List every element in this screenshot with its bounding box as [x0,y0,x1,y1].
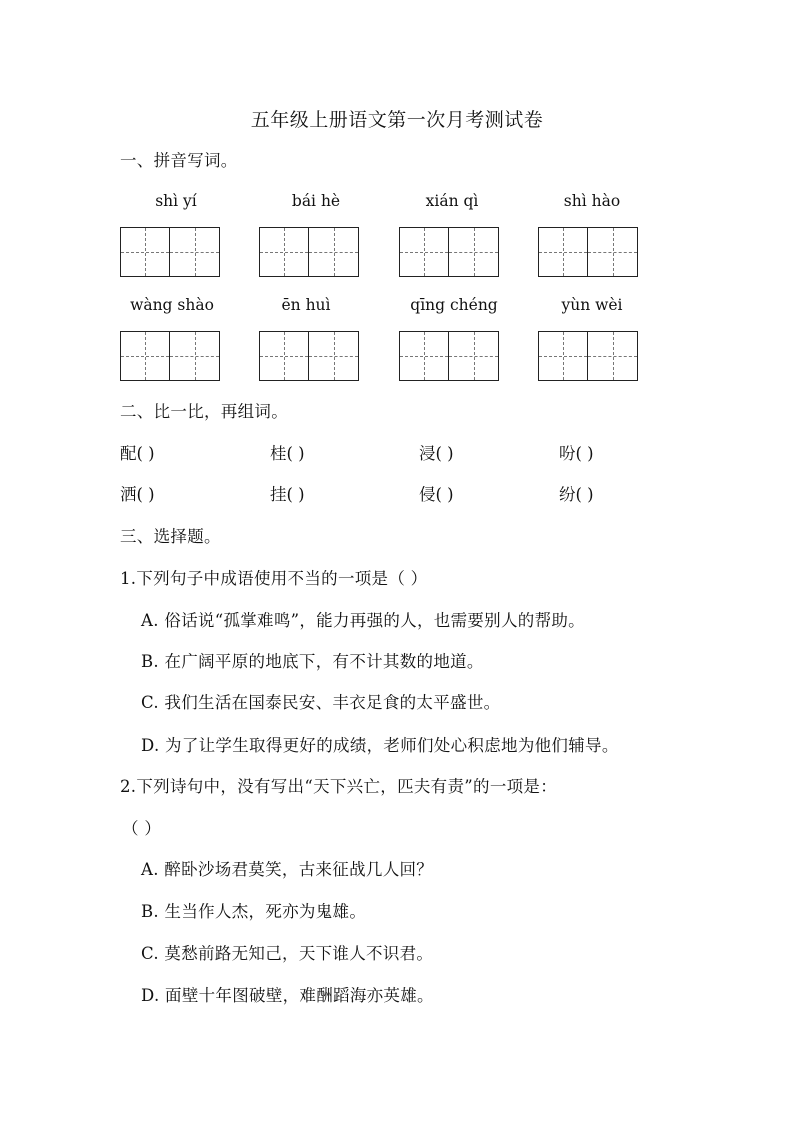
writing-grid[interactable] [120,227,220,277]
pinyin-label: wàng shào [130,296,214,314]
grid-cell[interactable] [588,331,638,381]
compare-item[interactable]: 配( ) [120,444,155,463]
pinyin-label: ēn huì [281,296,331,314]
pinyin-label: qīng chéng [410,296,498,314]
pinyin-label: shì hào [563,192,621,210]
writing-grid[interactable] [538,227,638,277]
pinyin-label: xián qì [425,192,479,210]
compare-item[interactable]: 吩( ) [559,444,594,463]
compare-item[interactable]: 纷( ) [559,485,594,504]
section-heading-pinyin: 一、拼音写词。 [120,151,238,170]
grid-cell[interactable] [538,227,588,277]
pinyin-label: shì yí [155,192,197,210]
question-1-option-a[interactable]: A. 俗话说“孤掌难鸣”，能力再强的人，也需要别人的帮助。 [141,611,585,630]
writing-grid[interactable] [399,331,499,381]
writing-grid[interactable] [259,331,359,381]
question-2-answer-paren[interactable]: （ ） [122,819,162,838]
question-2-option-d[interactable]: D. 面壁十年图破壁，难酬蹈海亦英雄。 [141,986,434,1005]
writing-grid[interactable] [259,227,359,277]
question-1-option-d[interactable]: D. 为了让学生取得更好的成绩，老师们处心积虑地为他们辅导。 [141,736,619,755]
question-2-stem: 2.下列诗句中，没有写出“天下兴亡，匹夫有责”的一项是： [120,777,558,796]
grid-cell[interactable] [588,227,638,277]
writing-grid[interactable] [120,331,220,381]
pinyin-label: bái hè [291,192,341,210]
compare-item[interactable]: 侵( ) [419,485,454,504]
grid-cell[interactable] [120,227,170,277]
pinyin-label: yùn wèi [561,296,623,314]
compare-item[interactable]: 浸( ) [419,444,454,463]
grid-cell[interactable] [538,331,588,381]
section-heading-choice: 三、选择题。 [120,527,221,546]
grid-cell[interactable] [399,227,449,277]
grid-cell[interactable] [259,331,309,381]
grid-cell[interactable] [259,227,309,277]
grid-cell[interactable] [120,331,170,381]
grid-cell[interactable] [399,331,449,381]
question-2-option-a[interactable]: A. 醉卧沙场君莫笑，古来征战几人回？ [141,860,434,879]
grid-cell[interactable] [309,331,359,381]
question-1-option-b[interactable]: B. 在广阔平原的地底下，有不计其数的地道。 [141,652,484,671]
grid-cell[interactable] [170,331,220,381]
compare-item[interactable]: 桂( ) [270,444,305,463]
question-1-stem: 1.下列句子中成语使用不当的一项是（ ） [120,569,428,588]
page-title: 五年级上册语文第一次月考测试卷 [250,109,544,131]
question-2-option-b[interactable]: B. 生当作人杰，死亦为鬼雄。 [141,902,367,921]
compare-item[interactable]: 洒( ) [120,485,155,504]
question-1-option-c[interactable]: C. 我们生活在国泰民安、丰衣足食的太平盛世。 [141,693,501,712]
grid-cell[interactable] [309,227,359,277]
grid-cell[interactable] [170,227,220,277]
writing-grid[interactable] [399,227,499,277]
grid-cell[interactable] [449,331,499,381]
compare-item[interactable]: 挂( ) [270,485,305,504]
writing-grid[interactable] [538,331,638,381]
question-2-option-c[interactable]: C. 莫愁前路无知己，天下谁人不识君。 [141,944,434,963]
section-heading-compare: 二、比一比，再组词。 [120,402,288,421]
grid-cell[interactable] [449,227,499,277]
